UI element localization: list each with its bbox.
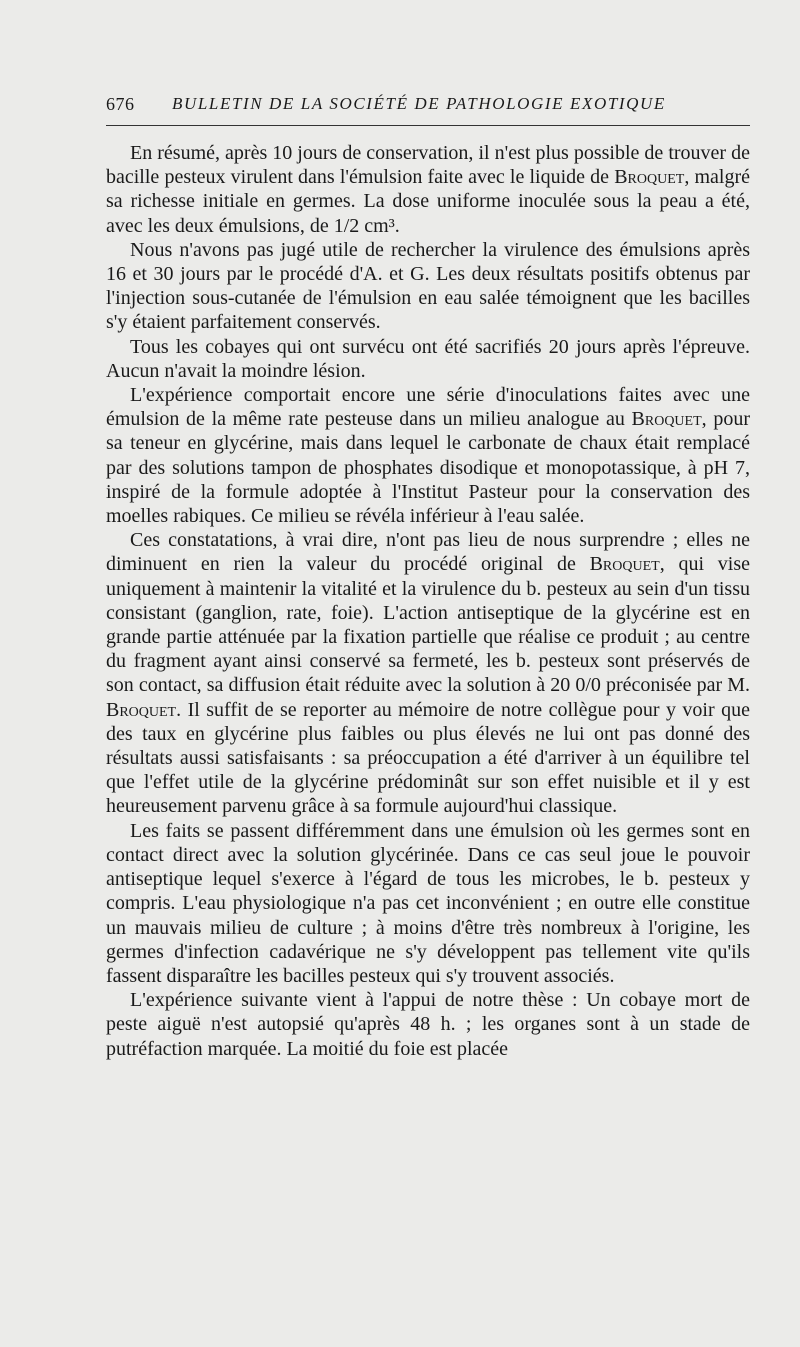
- paragraph-6: Les faits se passent différemment dans une émulsion où les germes sont en contact direct avec la solution glycérinée. Dans ce cas seul joue le pouvoir antiseptique lequel s'exerce à l'égard de tous les microbes, le b. pesteux y compris. L'eau physiologique n'a pas cet inconvénient ; en outre elle constitue un mauvais milieu de culture ; à moins d'être très nombreux à l'origine, les germes d'infection cadavérique ne s'y développent pas tellement vite qu'ils fassent disparaître les bacilles pesteux qui s'y trouvent associés.: [106, 819, 750, 987]
- paragraph-3: Tous les cobayes qui ont survécu ont été sacrifiés 20 jours après l'épreuve. Aucun n'avait la moindre lésion.: [106, 335, 750, 382]
- body-text: [106, 141, 750, 1061]
- author-name-broquet: Broquet: [106, 698, 177, 721]
- page-number: 676: [106, 94, 135, 114]
- text-run: , pour sa teneur en glycérine, mais dans lequel le carbonate de chaux était remplacé par des solutions tampon de phosphates disodique et monopotassique, à pH 7, inspiré de la formule adoptée à l'Institut Pasteur pour la conservation des moelles rabiques. Ce milieu se révéla inférieur à l'eau salée.: [106, 408, 750, 528]
- text-run: , malgré sa richesse initiale en germes. La dose uniforme inoculée sous la peau a été, avec les deux émulsions, de 1/2 cm³.: [106, 166, 750, 237]
- text-run: . Il suffit de se reporter au mémoire de notre collègue pour y voir que des taux en glycérine plus faibles ou plus élevés ne lui ont pas donné des résultats aussi satisfaisants : sa préoccupation a été d'arriver à un équilibre tel que l'effet utile de la glycérine prédominât sur son effet nuisible et il y est heureusement parvenu grâce à sa formule aujourd'hui classique.: [106, 698, 750, 818]
- author-name-broquet: Broquet: [631, 408, 702, 431]
- header-rule: [106, 125, 750, 126]
- page-header: [106, 94, 750, 120]
- paragraph-2: Nous n'avons pas jugé utile de rechercher la virulence des émulsions après 16 et 30 jours par le procédé d'A. et G. Les deux résultats positifs obtenus par l'injection sous-cutanée de l'émulsion en eau salée témoignent que les bacilles s'y étaient parfaitement conservés.: [106, 238, 750, 334]
- text-run: En résumé, après 10 jours de conservation, il n'est plus possible de trouver de bacille pesteux virulent dans l'émulsion faite avec le liquide de: [106, 142, 750, 189]
- text-run: L'expérience comportait encore une série d'inoculations faites avec une émulsion de la même rate pesteuse dans un milieu analogue au: [106, 384, 750, 431]
- text-run: Ces constatations, à vrai dire, n'ont pas lieu de nous surprendre ; elles ne diminuent en rien la valeur du procédé original de: [106, 529, 750, 576]
- paragraph-7: L'expérience suivante vient à l'appui de notre thèse : Un cobaye mort de peste aiguë n'est autopsié qu'après 48 h. ; les organes sont à un stade de putréfaction marquée. La moitié du foie est placée: [106, 989, 750, 1060]
- running-title: BULLETIN DE LA SOCIÉTÉ DE PATHOLOGIE EXOTIQUE: [172, 94, 666, 113]
- paragraph-1: [106, 141, 750, 238]
- paragraph-5: [106, 528, 750, 818]
- text-run: , qui vise uniquement à maintenir la vitalité et la virulence du b. pesteux au sein d'un tissu consistant (ganglion, rate, foie). L'action antiseptique de la glycérine est en grande partie atténuée par la fixation partielle que réalise ce produit ; au centre du fragment ayant ainsi conservé sa fermeté, les b. pesteux sont préservés de son contact, sa diffusion était réduite avec la solution à 20 0/0 préconisée par M.: [106, 553, 750, 697]
- author-name-broquet: Broquet: [614, 166, 685, 189]
- paragraph-4: [106, 383, 750, 528]
- author-name-broquet: Broquet: [589, 553, 660, 576]
